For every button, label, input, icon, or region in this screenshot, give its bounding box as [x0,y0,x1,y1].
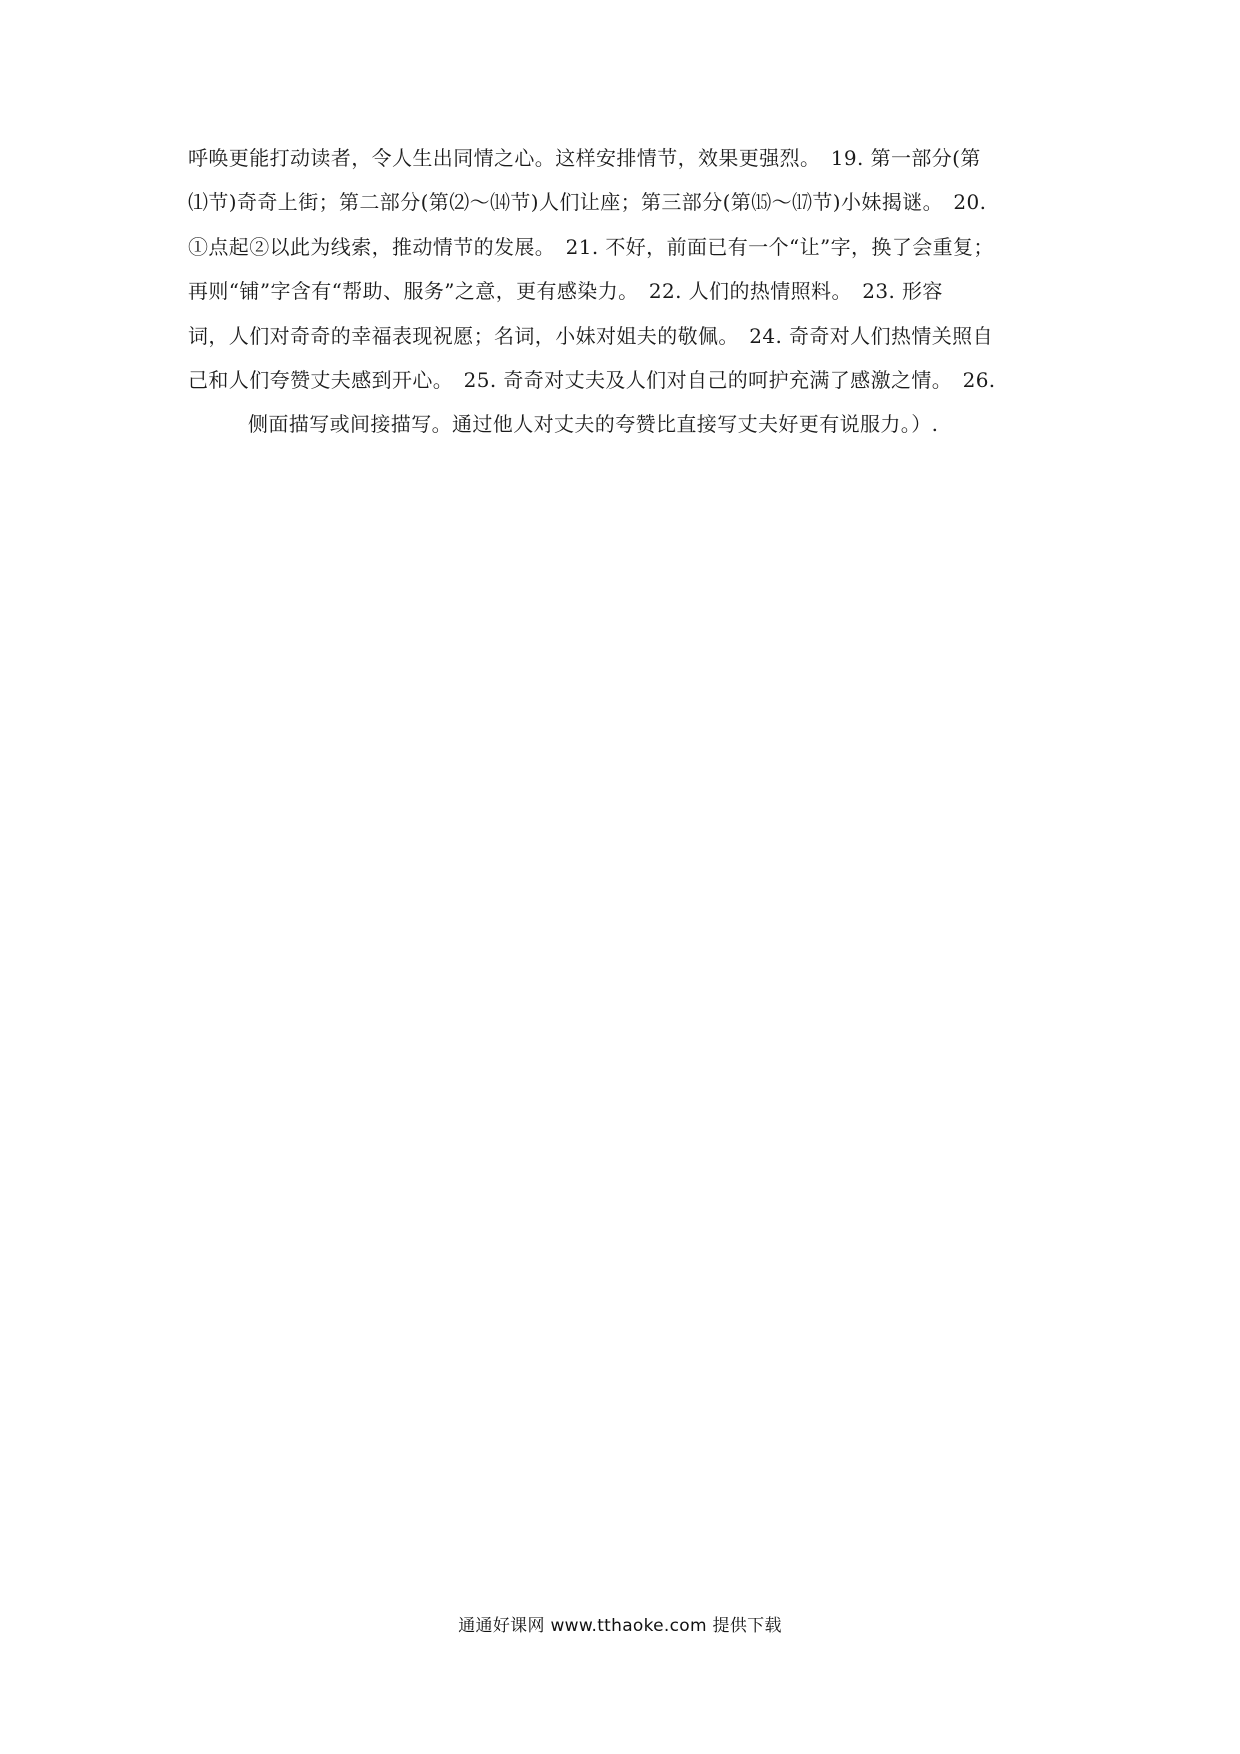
text-line-4: 再则“铺”字含有“帮助、服务”之意，更有感染力。 22. 人们的热情照料。 23. 形容 [188,279,943,303]
text-line-7: 侧面描写或间接描写。通过他人对丈夫的夸赞比直接写丈夫好更有说服力。）. [248,412,939,436]
text-line-6: 己和人们夸赞丈夫感到开心。 25. 奇奇对丈夫及人们对自己的呵护充满了感激之情。 26. [188,368,996,392]
text-line-5: 词，人们对奇奇的幸福表现祝愿；名词，小妹对姐夫的敬佩。 24. 奇奇对人们热情关照自 [188,324,993,348]
text-line-2: ⑴节)奇奇上街；第二部分(第⑵～⒁节)人们让座；第三部分(第⒂～⒄节)小妹揭谜。 20. [188,190,987,214]
text-line-3: ①点起②以此为线索，推动情节的发展。 21. 不好，前面已有一个“让”字，换了会重复； [188,235,994,259]
text-line-1: 呼唤更能打动读者，令人生出同情之心。这样安排情节，效果更强烈。 19. 第一部分(第 [188,146,981,170]
footer-source-note: 通通好课网 www.tthaoke.com 提供下载 [458,1616,782,1636]
